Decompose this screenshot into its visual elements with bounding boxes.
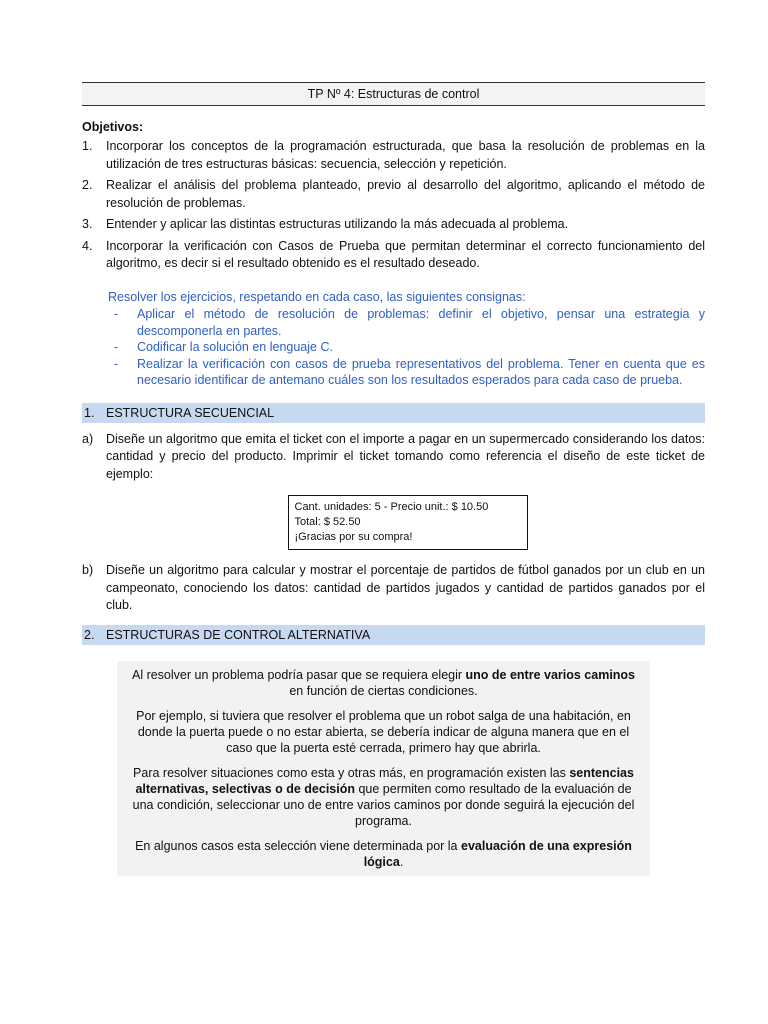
ticket-line-quantity-price: Cant. unidades: 5 - Precio unit.: $ 10.50	[294, 501, 489, 513]
info-text: Para resolver situaciones como esta y otras más, en programación existen las	[133, 765, 570, 780]
info-emphasis: evaluación de una expresión lógica	[363, 838, 632, 869]
ticket-example-box	[288, 495, 528, 550]
objective-text: Realizar el análisis del problema planteado, previo al desarrollo del algoritmo, aplicando el método de resolución de problemas.	[106, 178, 705, 210]
objective-text: Incorporar la verificación con Casos de Prueba que permitan determinar el correcto funcionamiento del algoritmo, es decir si el resultado obtenido es el resultado deseado.	[106, 238, 705, 270]
info-text: Al resolver un problema podría pasar que se requiera elegir	[131, 667, 466, 682]
objective-item	[82, 238, 705, 273]
info-text: En algunos casos esta selección viene determinada por la	[135, 838, 461, 853]
info-paragraph	[129, 838, 638, 870]
objective-item	[82, 216, 705, 234]
objective-text: Entender y aplicar las distintas estructuras utilizando la más adecuada al problema.	[106, 217, 569, 231]
instruction-text: Realizar la verificación con casos de prueba representativos del problema. Tener en cuenta que es necesario identificar de antemano cuáles son los resultados esperados para cada caso de prueba.	[137, 356, 705, 387]
ticket-line-thanks: ¡Gracias por su compra!	[294, 531, 413, 543]
section-title: ESTRUCTURA SECUENCIAL	[106, 405, 275, 420]
objective-item	[82, 177, 705, 212]
exercise-b	[82, 562, 705, 615]
objective-number: 1.	[82, 139, 93, 153]
dash-bullet: -	[114, 356, 119, 371]
exercise-letter: b)	[82, 563, 94, 577]
dash-bullet: -	[114, 340, 119, 354]
instructions-intro: Resolver los ejercicios, respetando en cada caso, las siguientes consignas:	[108, 289, 526, 304]
instruction-item	[108, 339, 705, 356]
objectives-list	[82, 138, 705, 273]
exercise-a	[82, 431, 705, 484]
info-text: .	[399, 854, 404, 869]
ticket-line-total: Total: $ 52.50	[294, 516, 361, 528]
section-heading-alternativa	[82, 625, 705, 645]
instructions-list	[108, 306, 705, 389]
exercise-text: Diseñe un algoritmo que emita el ticket con el importe a pagar en un supermercado considerando los datos: cantidad y precio del producto. Imprimir el ticket tomando como referencia el diseño de este ticket de ejemplo:	[106, 431, 705, 481]
objective-number: 4.	[82, 238, 93, 253]
dash-bullet: -	[114, 307, 119, 321]
info-paragraph	[129, 765, 638, 829]
info-text: en función de ciertas condiciones.	[289, 683, 478, 698]
instruction-text: Codificar la solución en lenguaje C.	[137, 340, 333, 354]
objective-number: 2.	[82, 178, 93, 192]
info-emphasis: uno de entre varios caminos	[465, 667, 636, 682]
exercise-letter: a)	[82, 431, 94, 446]
section-heading-secuencial	[82, 403, 705, 423]
info-paragraph	[129, 708, 638, 756]
info-text: que permiten como resultado de la evaluación de una condición, seleccionar uno de entre varios caminos por donde seguirá la ejecución del programa.	[132, 781, 635, 828]
info-text: Por ejemplo, si tuviera que resolver el problema que un robot salga de una habitación, en donde la puerta puede o no estar abierta, se debería indicar de alguna manera que en el caso que la puerta esté cerrada, primero hay que abrirla.	[136, 708, 631, 755]
page-title: TP Nº 4: Estructuras de control	[82, 82, 705, 106]
instruction-text: Aplicar el método de resolución de problemas: definir el objetivo, pensar una estrategia y descomponerla en partes.	[137, 307, 705, 338]
concept-info-box	[117, 661, 650, 876]
section-title: ESTRUCTURAS DE CONTROL ALTERNATIVA	[106, 627, 371, 642]
instruction-item	[108, 356, 705, 389]
instruction-item	[108, 306, 705, 339]
info-paragraph	[129, 667, 638, 699]
objectives-heading: Objetivos:	[82, 120, 144, 134]
instructions-block	[82, 289, 705, 389]
objective-text: Incorporar los conceptos de la programación estructurada, que basa la resolución de problemas en la utilización de tres estructuras básicas: secuencia, selección y repetición.	[106, 139, 705, 171]
info-emphasis: sentencias alternativas, selectivas o de decisión	[135, 765, 634, 796]
exercise-text: Diseñe un algoritmo para calcular y mostrar el porcentaje de partidos de fútbol ganados por un club en un campeonato, conociendo los datos: cantidad de partidos jugados y cantidad de partidos ganados por el club.	[106, 563, 705, 612]
section-number: 2.	[84, 627, 95, 642]
document-page	[82, 82, 705, 876]
section-number: 1.	[84, 405, 95, 420]
objective-item	[82, 138, 705, 173]
objective-number: 3.	[82, 217, 93, 231]
